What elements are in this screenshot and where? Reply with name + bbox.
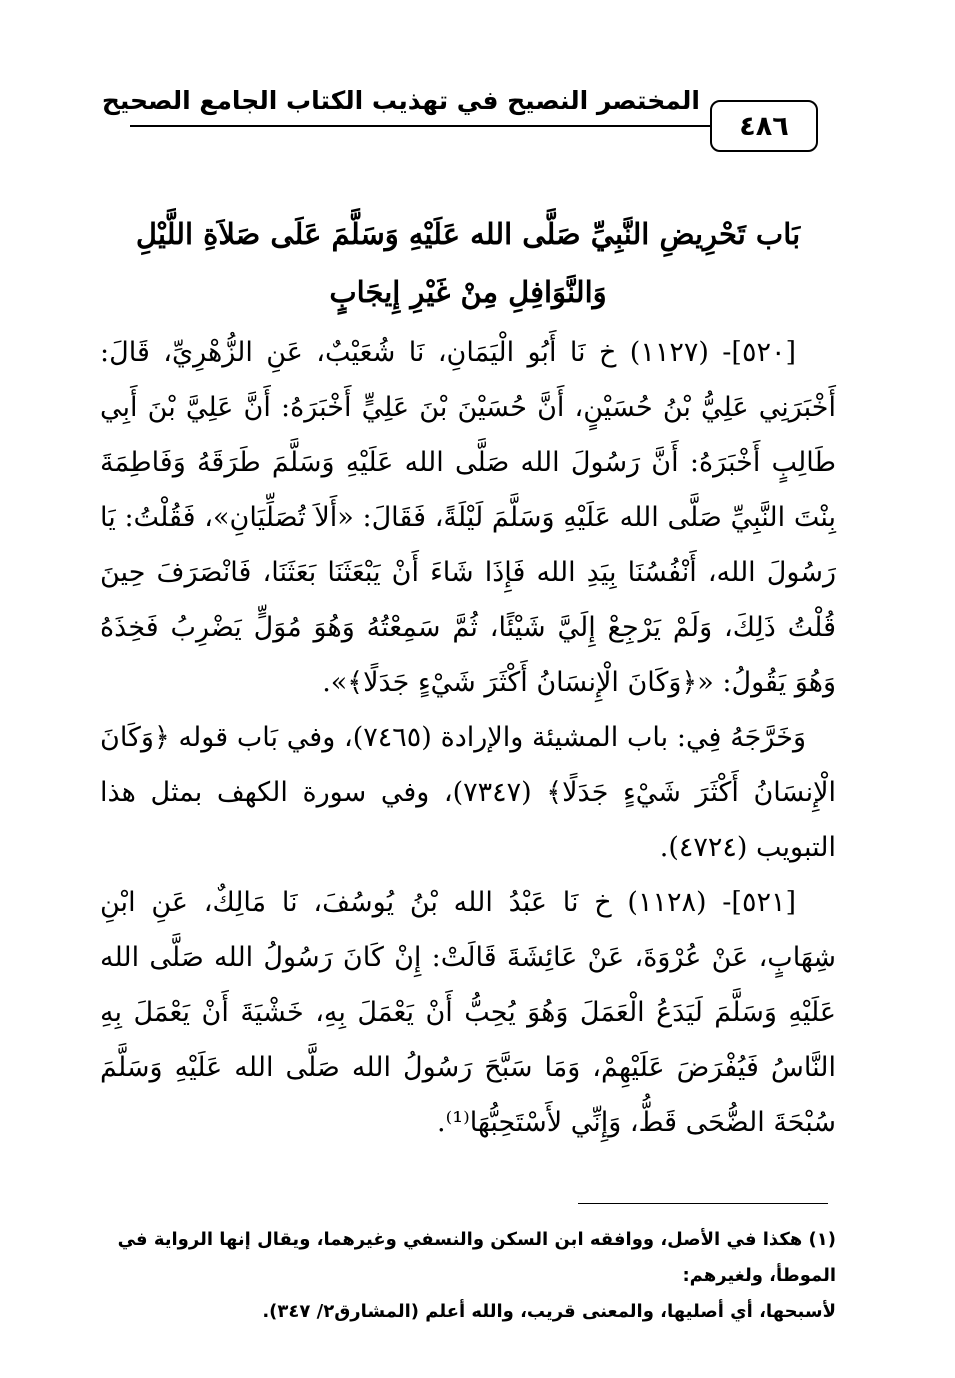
footnote-rule: [578, 1203, 828, 1204]
main-text: [100, 205, 836, 1150]
footnote-1-line-2: لأسبحها، أي أصليها، والمعنى قريب، والله أعلم (المشارق٢/ ٣٤٧).: [262, 1301, 836, 1322]
header-rule: [130, 125, 726, 127]
takhrij-520: وَخَرَّجَهُ فِي: باب المشيئة والإرادة (٧٤٦٥)، وفي بَاب قوله ﴿وَكَانَ الْإِنسَانُ أَكْثَرَ شَيْءٍ جَدَلًا﴾ (٧٣٤٧)، وفي سورة الكهف بمثل هذا التبويب (٤٧٢٤).: [100, 722, 836, 863]
page-number: ٤٨٦: [710, 100, 818, 152]
chapter-title: بَاب تَحْرِيضِ النَّبِيِّ صَلَّى الله عَلَيْهِ وَسَلَّمَ عَلَى صَلاَةِ اللَّيْلِ وَالنَّوَافِلِ مِنْ غَيْرِ إِيجَابٍ: [135, 217, 801, 309]
footnote-1-line-1: (١) هكذا في الأصل، ووافقه ابن السكن والنسفي وغيرهما، ويقال إنها الرواية في الموطأ، ولغيرهم:: [117, 1229, 836, 1286]
running-title: المختصر النصيح في تهذيب الكتاب الجامع الصحيح: [101, 86, 700, 115]
hadith-520: [٥٢٠]- (١١٢٧) خ نَا أَبُو الْيَمَانِ، نَا شُعَيْبٌ، عَنِ الزُّهْرِيِّ، قَالَ: أَخْبَرَنِي عَلِيُّ بْنُ حُسَيْنٍ، أَنَّ حُسَيْنَ بْنَ عَلِيٍّ أَخْبَرَهُ: أَنَّ عَلِيَّ بْنَ أَبِي طَالِبٍ أَخْبَرَهُ: أَنَّ رَسُولَ الله صَلَّى الله عَلَيْهِ وَسَلَّمَ طَرَقَهُ وَفَاطِمَةَ بِنْتَ النَّبِيِّ صَلَّى الله عَلَيْهِ وَسَلَّمَ لَيْلَةً، فَقَالَ: «أَلاَ تُصَلِّيَانِ»، فَقُلْتُ: يَا رَسُولَ الله، أَنْفُسُنَا بِيَدِ الله فَإِذَا شَاءَ أَنْ يَبْعَثَنَا بَعَثَنَا، فَانْصَرَفَ حِينَ قُلْتُ ذَلِكَ، وَلَمْ يَرْجِعْ إِلَيَّ شَيْئًا، ثُمَّ سَمِعْتُهُ وَهُوَ مُوَلٍّ يَضْرِبُ فَخِذَهُ وَهُوَ يَقُولُ: «﴿وَكَانَ الْإِنسَانُ أَكْثَرَ شَيْءٍ جَدَلًا﴾».: [100, 337, 836, 698]
hadith-521: [٥٢١]- (١١٢٨) خ نَا عَبْدُ الله بْنُ يُوسُفَ، نَا مَالِكٌ، عَنِ ابْنِ شِهَابٍ، عَنْ عُرْوَةَ، عَنْ عَائِشَةَ قَالَتْ: إِنْ كَانَ رَسُولُ الله صَلَّى الله عَلَيْهِ وَسَلَّمَ لَيَدَعُ الْعَمَلَ وَهُوَ يُحِبُّ أَنْ يَعْمَلَ بِهِ، خَشْيَةَ أَنْ يَعْمَلَ بِهِ النَّاسُ فَيُفْرَضَ عَلَيْهِمْ، وَمَا سَبَّحَ رَسُولُ الله صَلَّى الله عَلَيْهِ وَسَلَّمَ سُبْحَةَ الضُّحَى قَطُّ، وَإِنِّي لأَسْتَحِبُّهَا⁽¹⁾.: [100, 887, 836, 1138]
footnotes: [96, 1222, 836, 1330]
